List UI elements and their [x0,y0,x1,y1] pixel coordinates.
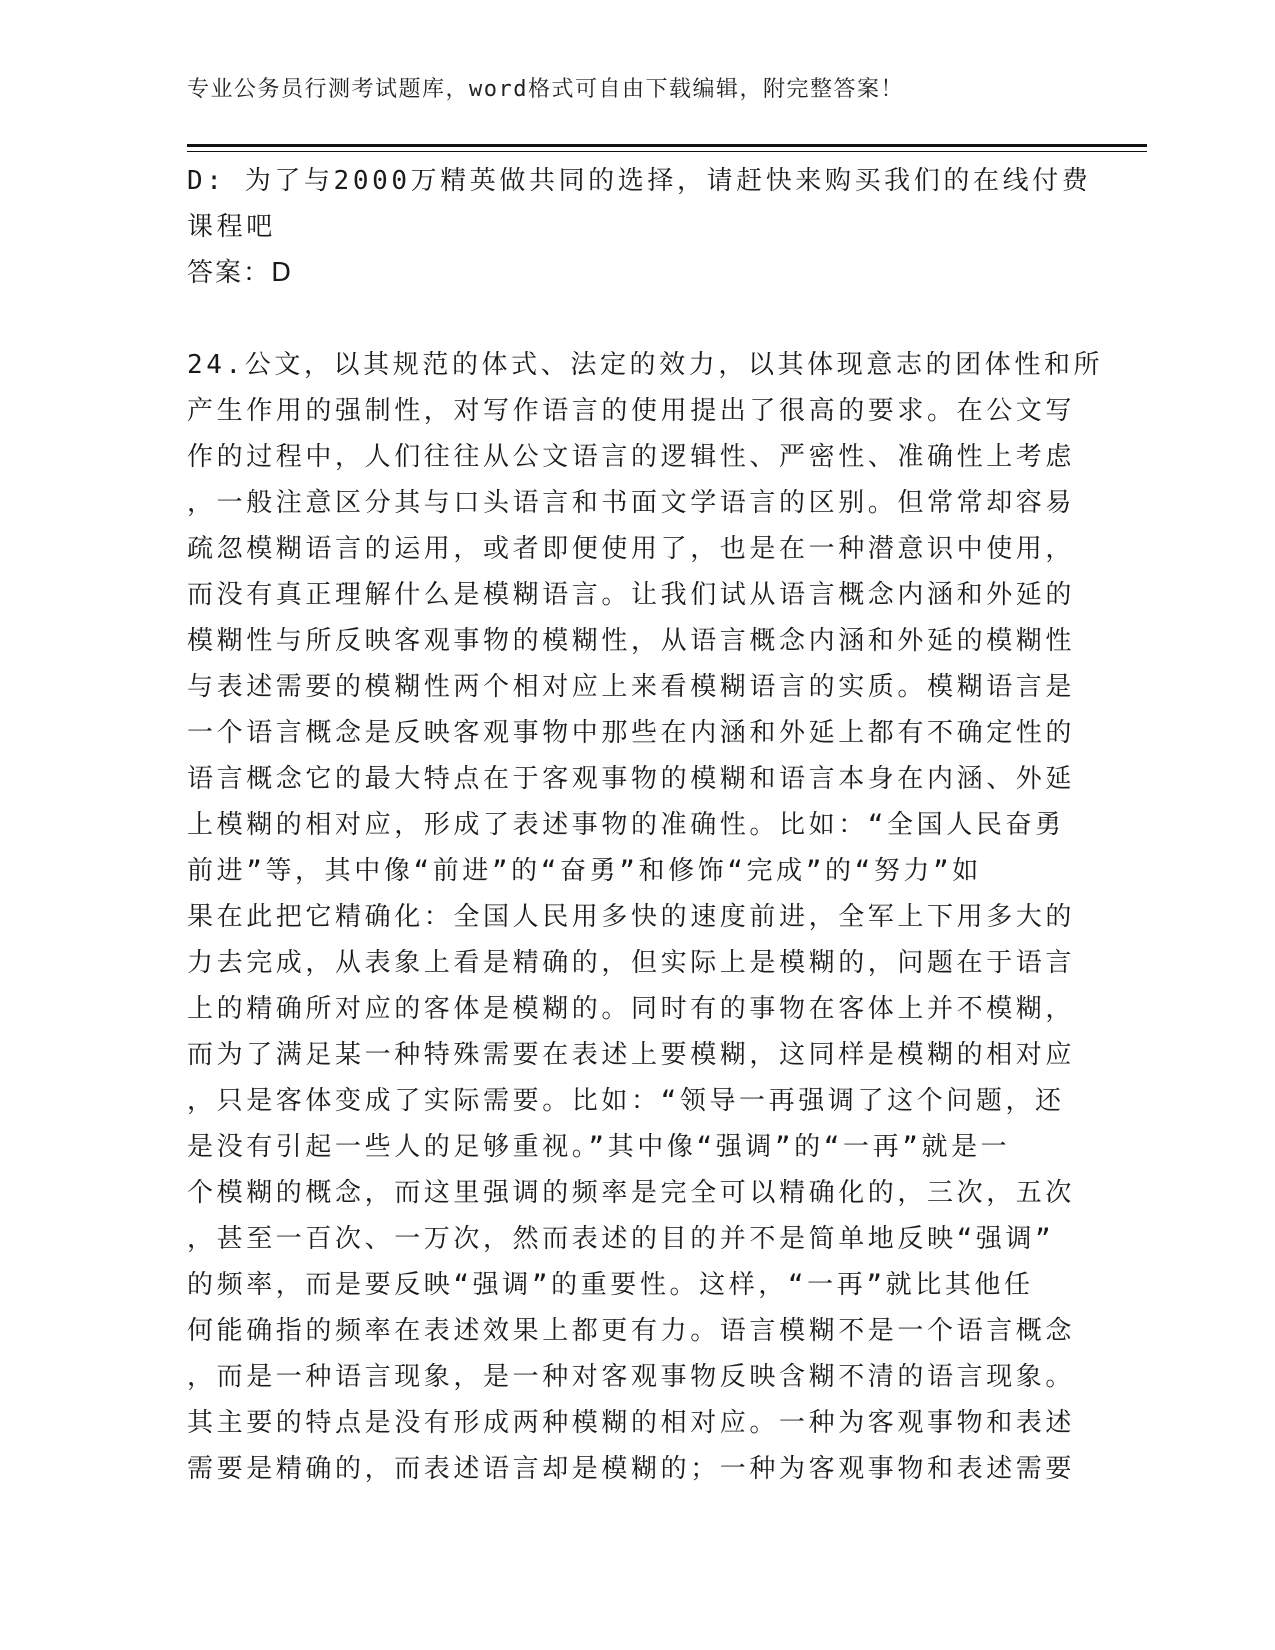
question-line: 何能确指的频率在表述效果上都更有力。语言模糊不是一个语言概念 [187,1316,1076,1346]
question-line: 语言概念它的最大特点在于客观事物的模糊和语言本身在内涵、外延 [187,764,1076,794]
option-d [187,158,1092,250]
option-d-line: D: 为了与2000万精英做共同的选择，请赶快来购买我们的在线付费 [187,166,1092,196]
document-body [187,158,1104,1492]
question-line: ，甚至一百次、一万次，然而表述的目的并不是简单地反映“强调” [187,1224,1055,1254]
question-line: ，只是客体变成了实际需要。比如：“领导一再强调了这个问题，还 [187,1086,1065,1116]
question-24 [187,342,1104,1492]
question-line: 上的精确所对应的客体是模糊的。同时有的事物在客体上并不模糊， [187,994,1076,1024]
question-line: 的频率，而是要反映“强调”的重要性。这样，“一再”就比其他任 [187,1270,1034,1300]
header-rule-thick [187,144,1147,147]
question-line: 作的过程中，人们往往从公文语言的逻辑性、严密性、准确性上考虑 [187,442,1076,472]
question-line: 产生作用的强制性，对写作语言的使用提出了很高的要求。在公文写 [187,396,1076,426]
question-line: 疏忽模糊语言的运用，或者即便使用了，也是在一种潜意识中使用， [187,534,1076,564]
question-line: 模糊性与所反映客观事物的模糊性，从语言概念内涵和外延的模糊性 [187,626,1076,656]
paragraph-gap [187,296,1067,342]
question-line: 力去完成，从表象上看是精确的，但实际上是模糊的，问题在于语言 [187,948,1076,978]
question-line: 与表述需要的模糊性两个相对应上来看模糊语言的实质。模糊语言是 [187,672,1076,702]
question-line: 一个语言概念是反映客观事物中那些在内涵和外延上都有不确定性的 [187,718,1076,748]
question-line: 其主要的特点是没有形成两种模糊的相对应。一种为客观事物和表述 [187,1408,1076,1438]
option-d-line: 课程吧 [187,212,276,242]
question-line: 个模糊的概念，而这里强调的频率是完全可以精确化的，三次，五次 [187,1178,1076,1208]
question-line: ，一般注意区分其与口头语言和书面文学语言的区别。但常常却容易 [187,488,1076,518]
page-header: 专业公务员行测考试题库，word格式可自由下载编辑，附完整答案！ [187,77,904,102]
question-line: 24.公文，以其规范的体式、法定的效力，以其体现意志的团体性和所 [187,350,1104,380]
header-rule-thin [187,151,1147,152]
question-line: 而没有真正理解什么是模糊语言。让我们试从语言概念内涵和外延的 [187,580,1076,610]
question-line: 上模糊的相对应，形成了表述事物的准确性。比如：“全国人民奋勇 [187,810,1065,840]
question-line: 而为了满足某一种特殊需要在表述上要模糊，这同样是模糊的相对应 [187,1040,1076,1070]
question-line: 是没有引起一些人的足够重视。”其中像“强调”的“一再”就是一 [187,1132,1011,1162]
question-line: ，而是一种语言现象，是一种对客观事物反映含糊不清的语言现象。 [187,1362,1076,1392]
question-line: 需要是精确的，而表述语言却是模糊的；一种为客观事物和表述需要 [187,1454,1076,1484]
question-line: 前进”等，其中像“前进”的“奋勇”和修饰“完成”的“努力”如 [187,856,982,886]
question-line: 果在此把它精确化：全国人民用多快的速度前进，全军上下用多大的 [187,902,1076,932]
answer-line: 答案：D [187,258,294,288]
